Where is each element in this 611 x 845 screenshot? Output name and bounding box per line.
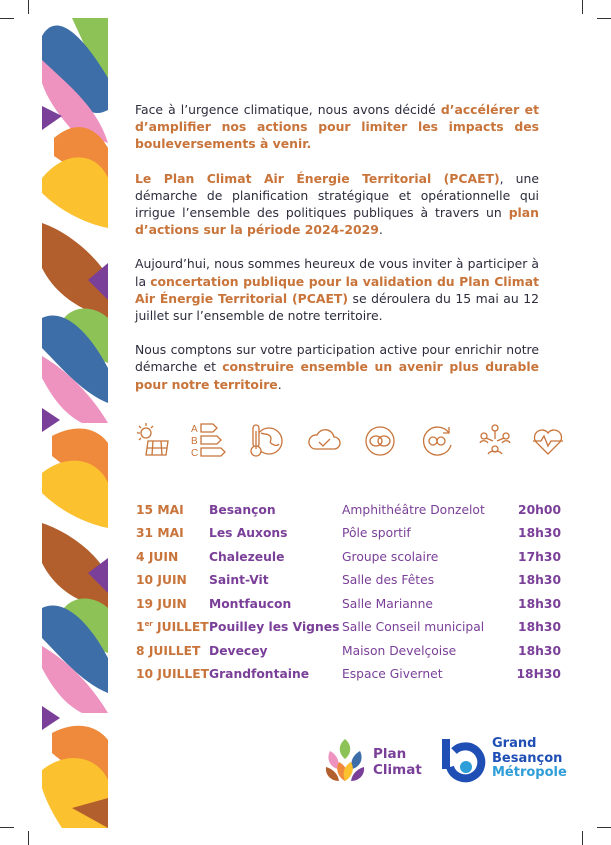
table-row bbox=[136, 663, 561, 687]
event-city: Devecey bbox=[209, 643, 268, 658]
table-row bbox=[136, 616, 561, 640]
crop-mark bbox=[0, 827, 14, 828]
event-city: Besançon bbox=[209, 502, 276, 517]
event-time: 18h30 bbox=[518, 643, 561, 658]
event-time: 18h30 bbox=[518, 620, 561, 635]
event-date: 1er JUILLET bbox=[136, 620, 209, 635]
event-time: 18h30 bbox=[518, 596, 561, 611]
event-place: Espace Givernet bbox=[342, 667, 443, 682]
crop-mark bbox=[0, 18, 14, 19]
grand-besancon-wordmark bbox=[492, 737, 567, 781]
plan-climat-logo bbox=[322, 735, 368, 789]
event-place: Salle des Fêtes bbox=[342, 573, 435, 588]
crop-mark bbox=[28, 0, 29, 14]
logo-text: Climat bbox=[373, 762, 422, 778]
event-city: Saint-Vit bbox=[209, 573, 269, 588]
thermometer-globe-icon bbox=[247, 421, 285, 461]
event-place: Salle Marianne bbox=[342, 596, 433, 611]
event-city: Grandfontaine bbox=[209, 667, 310, 682]
table-row bbox=[136, 498, 561, 522]
event-place: Amphithéâtre Donzelot bbox=[342, 502, 485, 517]
event-place: Maison Develçoise bbox=[342, 643, 457, 658]
event-city: Montfaucon bbox=[209, 596, 292, 611]
logo-text: Besançon bbox=[492, 750, 563, 766]
community-icon bbox=[476, 421, 514, 461]
event-time: 18H30 bbox=[516, 667, 561, 682]
recycle-link-icon bbox=[362, 421, 398, 461]
cycle-arrow-icon bbox=[419, 421, 455, 461]
event-place: Pôle sportif bbox=[342, 526, 411, 541]
crop-mark bbox=[582, 831, 583, 845]
event-city: Pouilley les Vignes bbox=[209, 620, 340, 635]
svg-text:A: A bbox=[191, 424, 198, 435]
cloud-check-icon bbox=[307, 421, 341, 461]
intro-paragraph: Le Plan Climat Air Énergie Territorial (PCAET), une démarche de planification stratégique et opérationnelle qui irrigue l’ensemble des politiques publiques à travers un plan d’actions sur la période 2024-2029. bbox=[135, 170, 539, 238]
event-time: 20h00 bbox=[518, 502, 561, 517]
partner-logos bbox=[322, 735, 572, 795]
crop-mark bbox=[28, 831, 29, 845]
table-row bbox=[136, 639, 561, 663]
crop-mark bbox=[597, 827, 611, 828]
crop-mark bbox=[597, 18, 611, 19]
sun-solar-panel-icon bbox=[135, 421, 171, 459]
event-date: 8 JUILLET bbox=[136, 643, 201, 658]
intro-paragraph: Nous comptons sur votre participation active pour enrichir notre démarche et construire ensemble un avenir plus durable pour notre territoire. bbox=[135, 342, 539, 392]
table-row bbox=[136, 545, 561, 569]
events-table bbox=[136, 498, 561, 686]
energy-label-icon bbox=[190, 421, 226, 461]
logo-text: Grand bbox=[492, 736, 537, 751]
intro-paragraph: Face à l’urgence climatique, nous avons décidé d’accélérer et d’amplifier nos actions pour limiter les impacts des bouleversements à venir. bbox=[135, 102, 539, 152]
plan-climat-wordmark bbox=[373, 746, 422, 778]
intro-text bbox=[135, 101, 539, 410]
decorative-leaf-strip bbox=[42, 18, 108, 828]
svg-text:B: B bbox=[191, 436, 198, 447]
event-date: 31 MAI bbox=[136, 526, 184, 541]
event-time: 17h30 bbox=[518, 549, 561, 564]
event-place: Groupe scolaire bbox=[342, 549, 439, 564]
event-city: Chalezeule bbox=[209, 549, 285, 564]
event-date: 4 JUIN bbox=[136, 549, 179, 564]
event-date: 10 JUILLET bbox=[136, 667, 209, 682]
logo-text: Plan bbox=[373, 746, 407, 762]
theme-icons-row bbox=[135, 421, 565, 461]
event-time: 18h30 bbox=[518, 526, 561, 541]
grand-besancon-logo bbox=[440, 737, 488, 787]
heartbeat-icon bbox=[531, 421, 565, 461]
event-place: Salle Conseil municipal bbox=[342, 620, 485, 635]
intro-paragraph: Aujourd’hui, nous sommes heureux de vous inviter à participer à la concertation publique pour la validation du Plan Climat Air Énergie Territorial (PCAET) se déroulera du 15 mai au 12 juillet sur l’ensemble de notre territoire. bbox=[135, 256, 540, 324]
event-date: 10 JUIN bbox=[136, 573, 187, 588]
event-date: 15 MAI bbox=[136, 502, 184, 517]
event-date: 19 JUIN bbox=[136, 596, 187, 611]
event-time: 18h30 bbox=[518, 573, 561, 588]
table-row bbox=[136, 522, 561, 546]
logo-text: Métropole bbox=[492, 765, 567, 780]
crop-mark bbox=[582, 0, 583, 14]
table-row bbox=[136, 592, 561, 616]
table-row bbox=[136, 569, 561, 593]
svg-text:C: C bbox=[191, 448, 199, 459]
event-city: Les Auxons bbox=[209, 526, 288, 541]
